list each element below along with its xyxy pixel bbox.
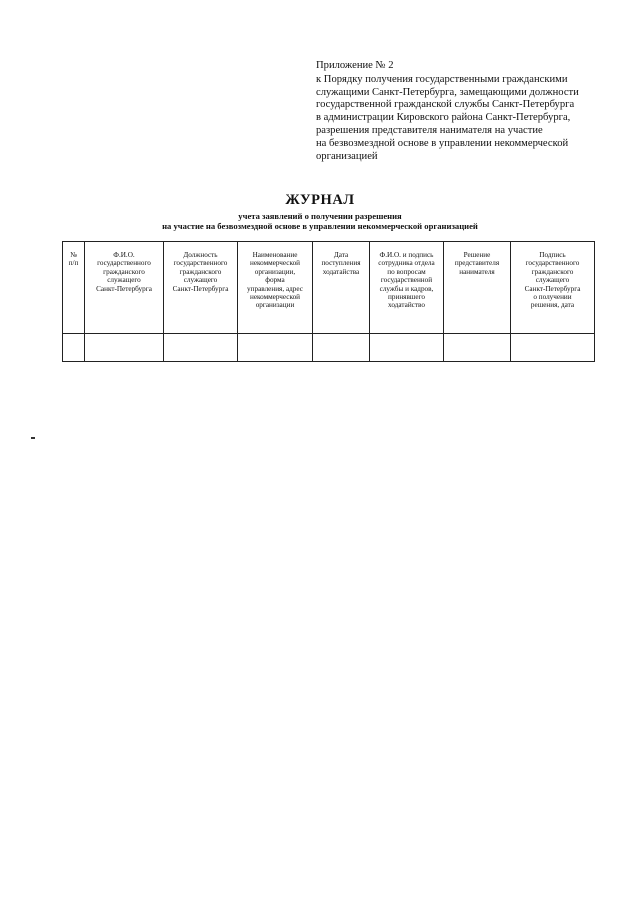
journal-table — [62, 241, 595, 362]
column-header-position: Должность государственного гражданского служащего Санкт-Петербурга — [164, 242, 238, 334]
scan-mark — [31, 437, 35, 439]
column-header-date-received: Дата поступления ходатайства — [313, 242, 370, 334]
appendix-line: разрешения представителя нанимателя на участие — [316, 124, 543, 136]
column-header-number: № п/п — [63, 242, 85, 334]
column-header-decision: Решение представителя нанимателя — [444, 242, 511, 334]
appendix-line: служащими Санкт-Петербурга, замещающими должности — [316, 86, 579, 98]
table-cell — [511, 334, 595, 362]
column-header-signature: Подпись государственного гражданского служащего Санкт-Петербурга о получении решения, дата — [511, 242, 595, 334]
table-cell — [85, 334, 164, 362]
table-cell — [444, 334, 511, 362]
table-header-row — [63, 242, 595, 334]
column-header-organization: Наименование некоммерческой организации, форма управления, адрес некоммерческой организации — [238, 242, 313, 334]
table-row — [63, 334, 595, 362]
table-cell — [63, 334, 85, 362]
appendix-line: к Порядку получения государственными гражданскими — [316, 73, 568, 85]
journal-subtitle: учета заявлений о получении разрешения — [238, 211, 402, 221]
table-cell — [370, 334, 444, 362]
appendix-header — [316, 60, 616, 163]
appendix-line: на безвозмездной основе в управлении некоммерческой — [316, 137, 569, 149]
table-cell — [238, 334, 313, 362]
table-cell — [313, 334, 370, 362]
journal-title: ЖУРНАЛ — [285, 192, 355, 208]
appendix-title: Приложение № 2 — [316, 60, 394, 71]
journal-subtitle: на участие на безвозмездной основе в управлении некоммерческой организацией — [162, 221, 478, 231]
appendix-line: организацией — [316, 150, 378, 162]
table-cell — [164, 334, 238, 362]
column-header-received-by: Ф.И.О. и подпись сотрудника отдела по вопросам государственной службы и кадров, принявшего ходатайство — [370, 242, 444, 334]
column-header-full-name: Ф.И.О. государственного гражданского служащего Санкт-Петербурга — [85, 242, 164, 334]
appendix-line: государственной гражданской службы Санкт-Петербурга — [316, 99, 575, 111]
appendix-line: в администрации Кировского района Санкт-Петербурга, — [316, 112, 571, 124]
